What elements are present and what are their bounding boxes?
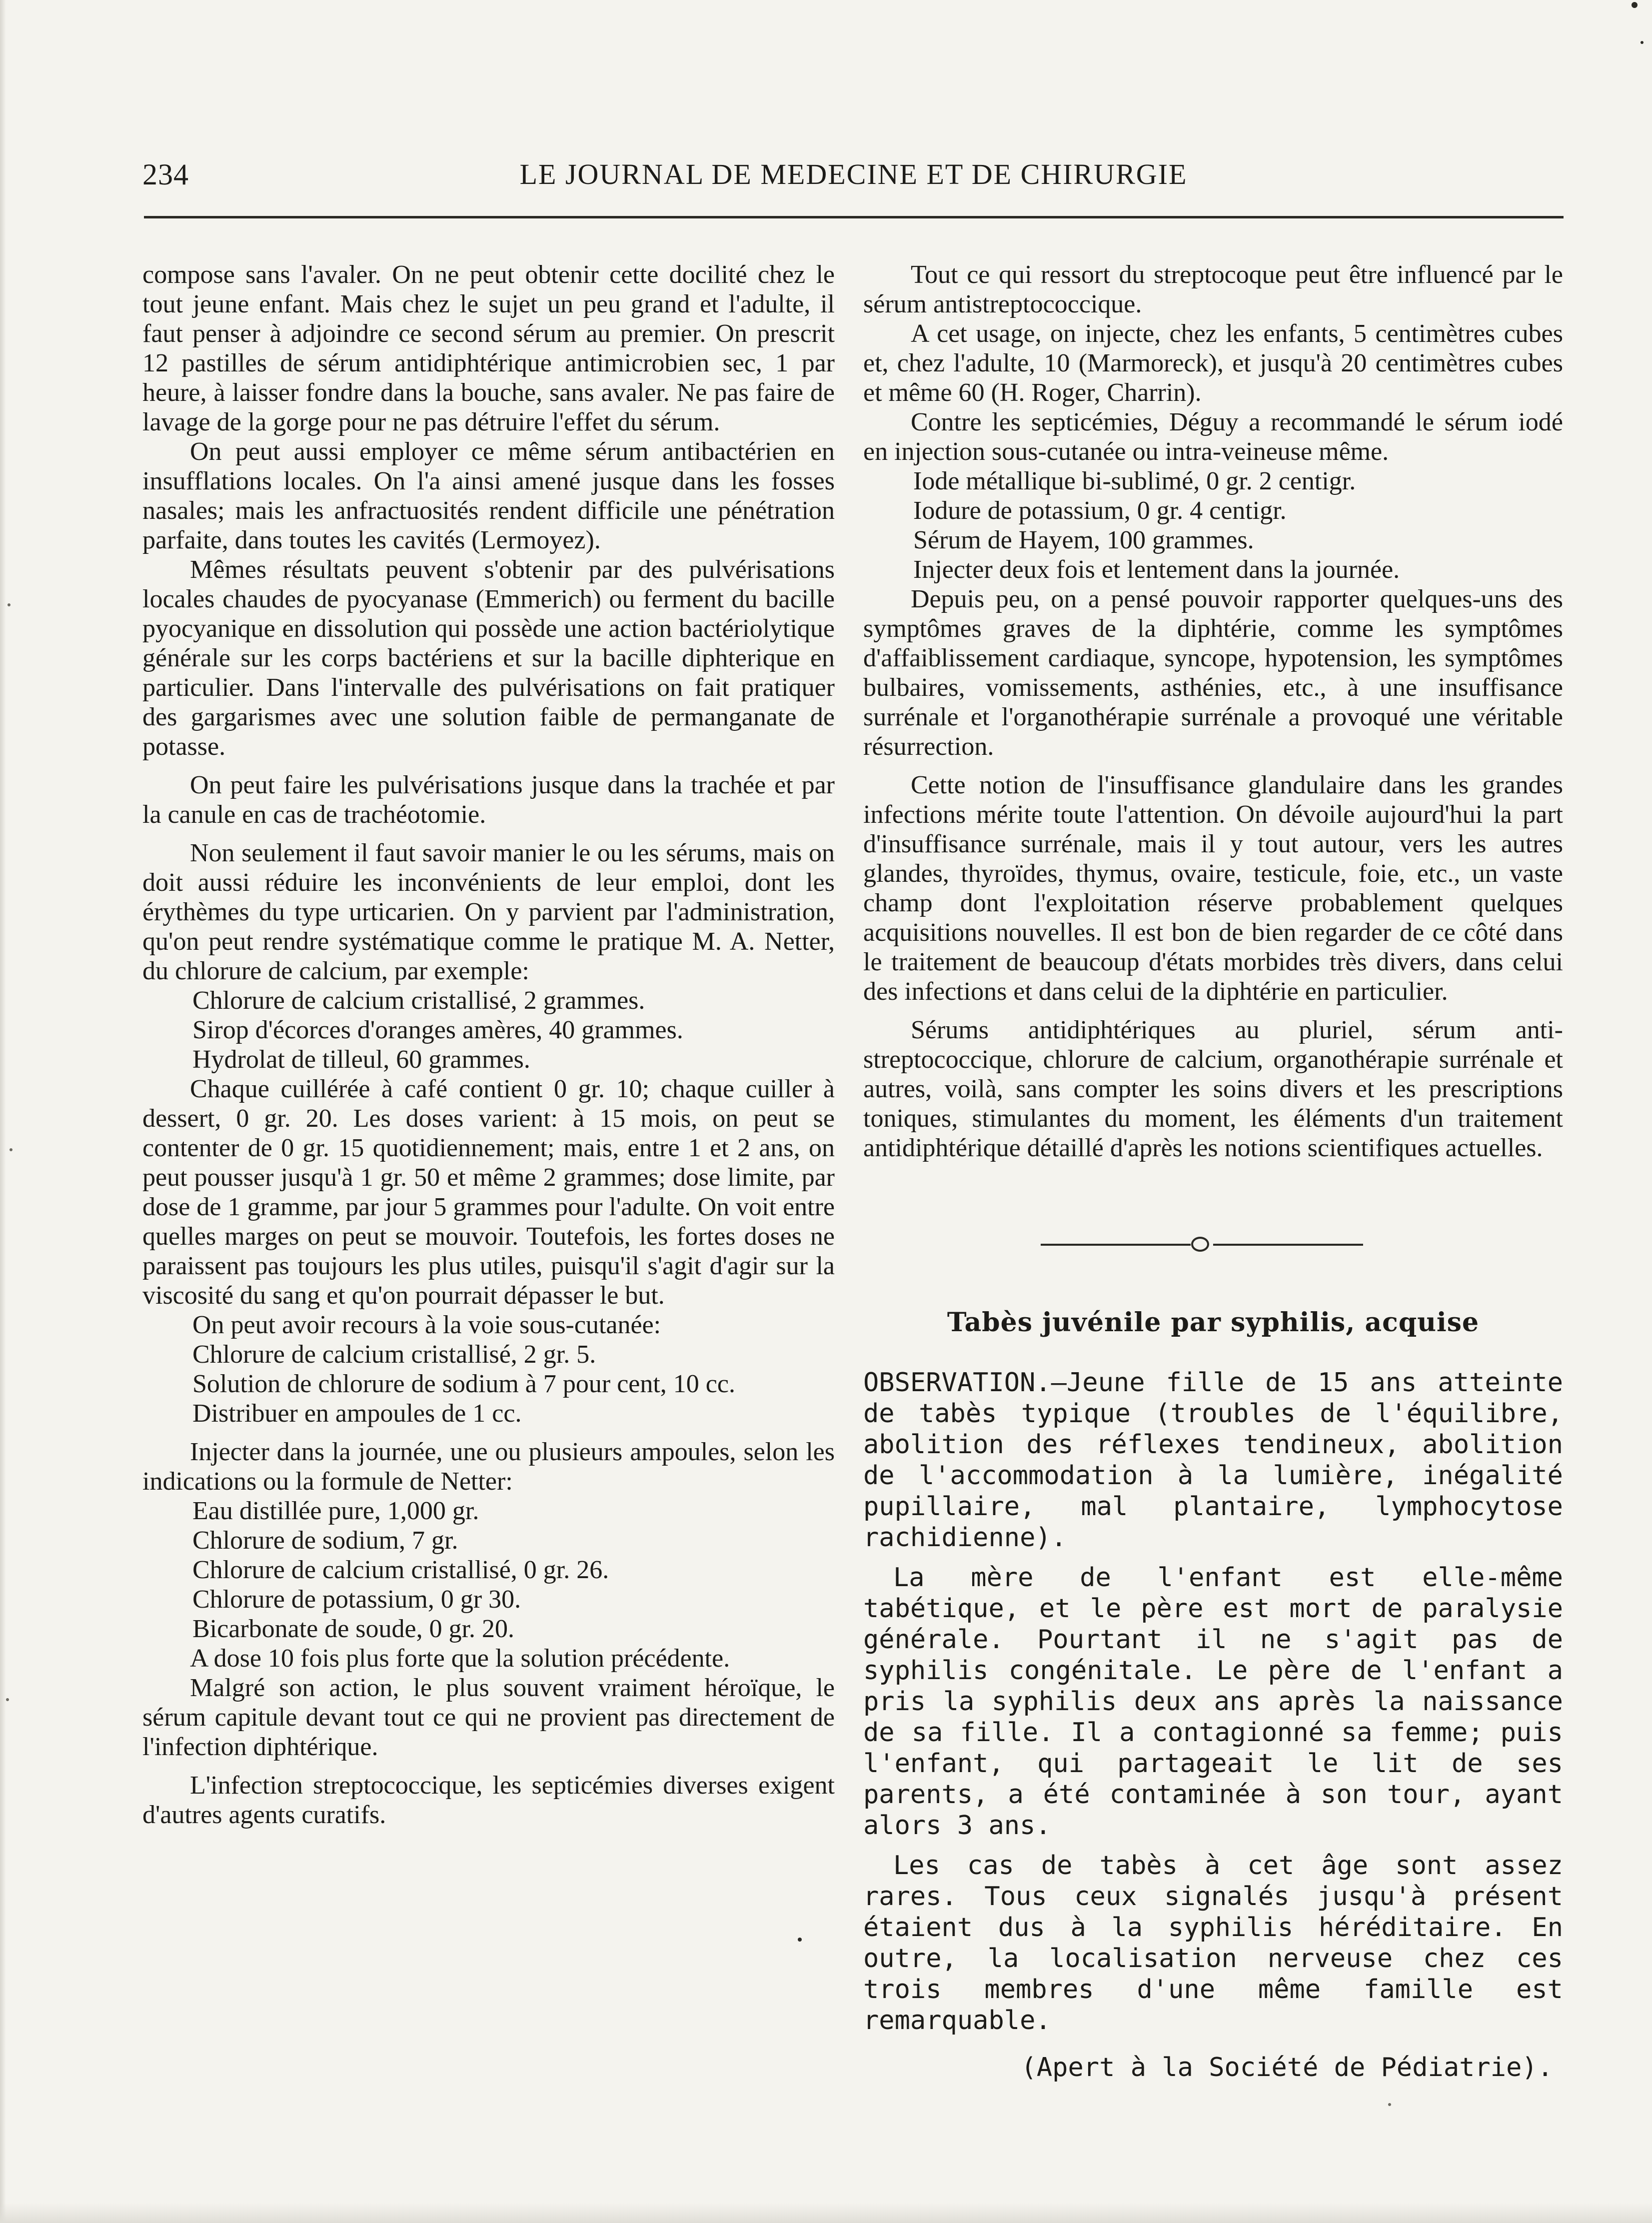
recipe-line: Hydrolat de tilleul, 60 grammes. (192, 1045, 530, 1074)
page-bottom-edge (0, 2203, 1652, 2223)
page-number: 234 (142, 158, 189, 191)
separator-line-left (1041, 1244, 1191, 1246)
recipe-line: Bicarbonate de soude, 0 gr. 20. (192, 1615, 515, 1643)
paragraph: Mêmes résultats peuvent s'obtenir par des pulvérisations locales chaudes de pyocyanase (Emmerich) ou ferment du bacille pyocyanique en dissolution qui possède une action bactériolytique générale sur les corps bactériens et sur la bacille diphterique en particulier. Dans l'intervalle des pulvérisations on fait pratiquer des gargarismes avec une solution faible de permanganate de potasse. (142, 555, 835, 761)
paragraph: On peut aussi employer ce même sérum antibactérien en insufflations locales. On l'a ainsi amené jusque dans les fosses nasales; mais les anfractuosités rendent difficile une pénétration parfaite, dans toutes les cavités (Lermoyez). (142, 437, 835, 554)
page-binding-edge (0, 0, 6, 2223)
recipe-line: Chlorure de sodium, 7 gr. (192, 1526, 458, 1555)
paragraph: Contre les septicémies, Déguy a recommandé le sérum iodé en injection sous-cutanée ou intra-veineuse même. (863, 408, 1563, 466)
recipe-line: Iodure de potassium, 0 gr. 4 centigr. (913, 496, 1287, 525)
paragraph: compose sans l'avaler. On ne peut obtenir cette docilité chez le tout jeune enfant. Mais chez le sujet un peu grand et l'adulte, il faut penser à adjoindre ce second sérum au premier. On prescrit 12 pastilles de sérum antidiphtérique antimicrobien sec, 1 par heure, à laisser fondre dans la bouche, sans avaler. Ne pas faire de lavage de la gorge pour ne pas détruire l'effet du sérum. (142, 260, 835, 436)
recipe-line: Sirop d'écorces d'oranges amères, 40 grammes. (192, 1016, 683, 1044)
right-column (863, 260, 1563, 2083)
paragraph: Injecter dans la journée, une ou plusieurs ampoules, selon les indications ou la formule de Netter: (142, 1438, 835, 1496)
recipe-line: Injecter deux fois et lentement dans la journée. (913, 555, 1400, 584)
recipe-line: On peut avoir recours à la voie sous-cutanée: (192, 1311, 661, 1339)
paragraph: L'infection streptococcique, les septicémies diverses exigent d'autres agents curatifs. (142, 1771, 835, 1829)
paragraph: Tout ce qui ressort du streptocoque peut être influencé par le sérum antistreptococcique. (863, 260, 1563, 318)
paragraph: La mère de l'enfant est elle-même tabétique, et le père est mort de paralysie générale. Pourtant il ne s'agit pas de syphilis congénitale. Le père de l'enfant a pris la syphilis deux ans après la naissance de sa fille. Il a contagionné sa femme; puis l'enfant, qui partageait le lit de ses parents, a été contaminée à son tour, ayant alors 3 ans. (863, 1563, 1563, 1841)
running-title: LE JOURNAL DE MEDECINE ET DE CHIRURGIE (519, 158, 1188, 190)
paragraph: A cet usage, on injecte, chez les enfants, 5 centimètres cubes et, chez l'adulte, 10 (Marmoreck), et jusqu'à 20 centimètres cubes et même 60 (H. Roger, Charrin). (863, 319, 1563, 407)
page-header (142, 152, 1565, 192)
paragraph: On peut faire les pulvérisations jusque dans la trachée et par la canule en cas de trachéotomie. (142, 771, 835, 829)
article-attribution: (Apert à la Société de Pédiatrie). (1021, 2053, 1553, 2083)
recipe-line: Distribuer en ampoules de 1 cc. (192, 1399, 522, 1428)
article-title: Tabès juvénile par syphilis, acquise (947, 1307, 1480, 1338)
paragraph: Les cas de tabès à cet âge sont assez rares. Tous ceux signalés jusqu'à présent étaient dus à la syphilis héréditaire. En outre, la localisation nerveuse chez ces trois membres d'une même famille est remarquable. (863, 1851, 1563, 2036)
recipe-line: Sérum de Hayem, 100 grammes. (913, 526, 1254, 554)
recipe-line: Chlorure de calcium cristallisé, 2 grammes. (192, 986, 645, 1015)
paragraph: Non seulement il faut savoir manier le ou les sérums, mais on doit aussi réduire les inconvénients de leur emploi, dont les érythèmes du type urticarien. On y parvient par l'administration, qu'on peut rendre systématique comme le pratique M. A. Netter, du chlorure de calcium, par exemple: (142, 839, 835, 985)
recipe-line: Chlorure de potassium, 0 gr 30. (192, 1585, 521, 1614)
article-body (863, 1367, 1563, 2083)
paragraph: Chaque cuillérée à café contient 0 gr. 10; chaque cuiller à dessert, 0 gr. 20. Les doses varient: à 15 mois, on peut se contenter de 0 gr. 15 quotidiennement; mais, entre 1 et 2 ans, on peut pousser jusqu'à 1 gr. 50 et même 2 grammes; dose limite, par dose de 1 gramme, par jour 5 grammes pour l'adulte. On voit entre quelles marges on peut se mouvoir. Toutefois, les fortes doses ne paraissent pas toujours les plus utiles, puisqu'il s'agit d'agir sur la viscosité du sang et qu'on pourrait dépasser le but. (142, 1075, 835, 1310)
paragraph: Cette notion de l'insuffisance glandulaire dans les grandes infections mérite toute l'attention. On dévoile aujourd'hui la part d'insuffisance surrénale, mais il y tout autour, vers les autres glandes, thyroïdes, thymus, ovaire, testicule, foie, etc., un vaste champ dont l'exploitation réserve probablement quelques acquisitions nouvelles. Il est bon de bien regarder de ce côté dans le traitement de beaucoup d'états morbides très divers, dans celui des infections et dans celui de la diphtérie en particulier. (863, 771, 1563, 1006)
section-separator (863, 1233, 1563, 1253)
paragraph: Sérums antidiphtériques au pluriel, sérum anti-streptococcique, chlorure de calcium, organothérapie surrénale et autres, voilà, sans compter les soins divers et les prescriptions toniques, stimulantes du moment, les éléments d'un traitement antidiphtérique détaillé d'après les notions scientifiques actuelles. (863, 1016, 1563, 1162)
paragraph: OBSERVATION.—Jeune fille de 15 ans atteinte de tabès typique (troubles de l'équilibre, abolition des réflexes tendineux, abolition de l'accommodation à la lumière, inégalité pupillaire, mal plantaire, lymphocytose rachidienne). (863, 1368, 1563, 1553)
recipe-line: Chlorure de calcium cristallisé, 2 gr. 5. (192, 1340, 596, 1369)
recipe-line: Chlorure de calcium cristallisé, 0 gr. 26. (192, 1556, 609, 1584)
recipe-line: Iode métallique bi-sublimé, 0 gr. 2 centigr. (913, 467, 1356, 495)
recipe-line: Eau distillée pure, 1,000 gr. (192, 1497, 479, 1525)
header-rule (144, 216, 1564, 218)
separator-ornament (1191, 1237, 1209, 1252)
recipe-line: Solution de chlorure de sodium à 7 pour cent, 10 cc. (192, 1370, 735, 1398)
paragraph: Depuis peu, on a pensé pouvoir rapporter quelques-uns des symptômes graves de la diphtérie, comme les symptômes d'affaiblissement cardiaque, syncope, hypotension, les symptômes bulbaires, vomissements, asthénies, etc., à une insuffisance surrénale et l'organothérapie surrénale a provoqué une véritable résurrection. (863, 585, 1563, 761)
paragraph: Malgré son action, le plus souvent vraiment héroïque, le sérum capitule devant tout ce qui ne provient pas directement de l'infection diphtérique. (142, 1674, 835, 1761)
paragraph: A dose 10 fois plus forte que la solution précédente. (190, 1644, 730, 1673)
left-column (142, 260, 835, 1830)
separator-line-right (1213, 1244, 1363, 1246)
